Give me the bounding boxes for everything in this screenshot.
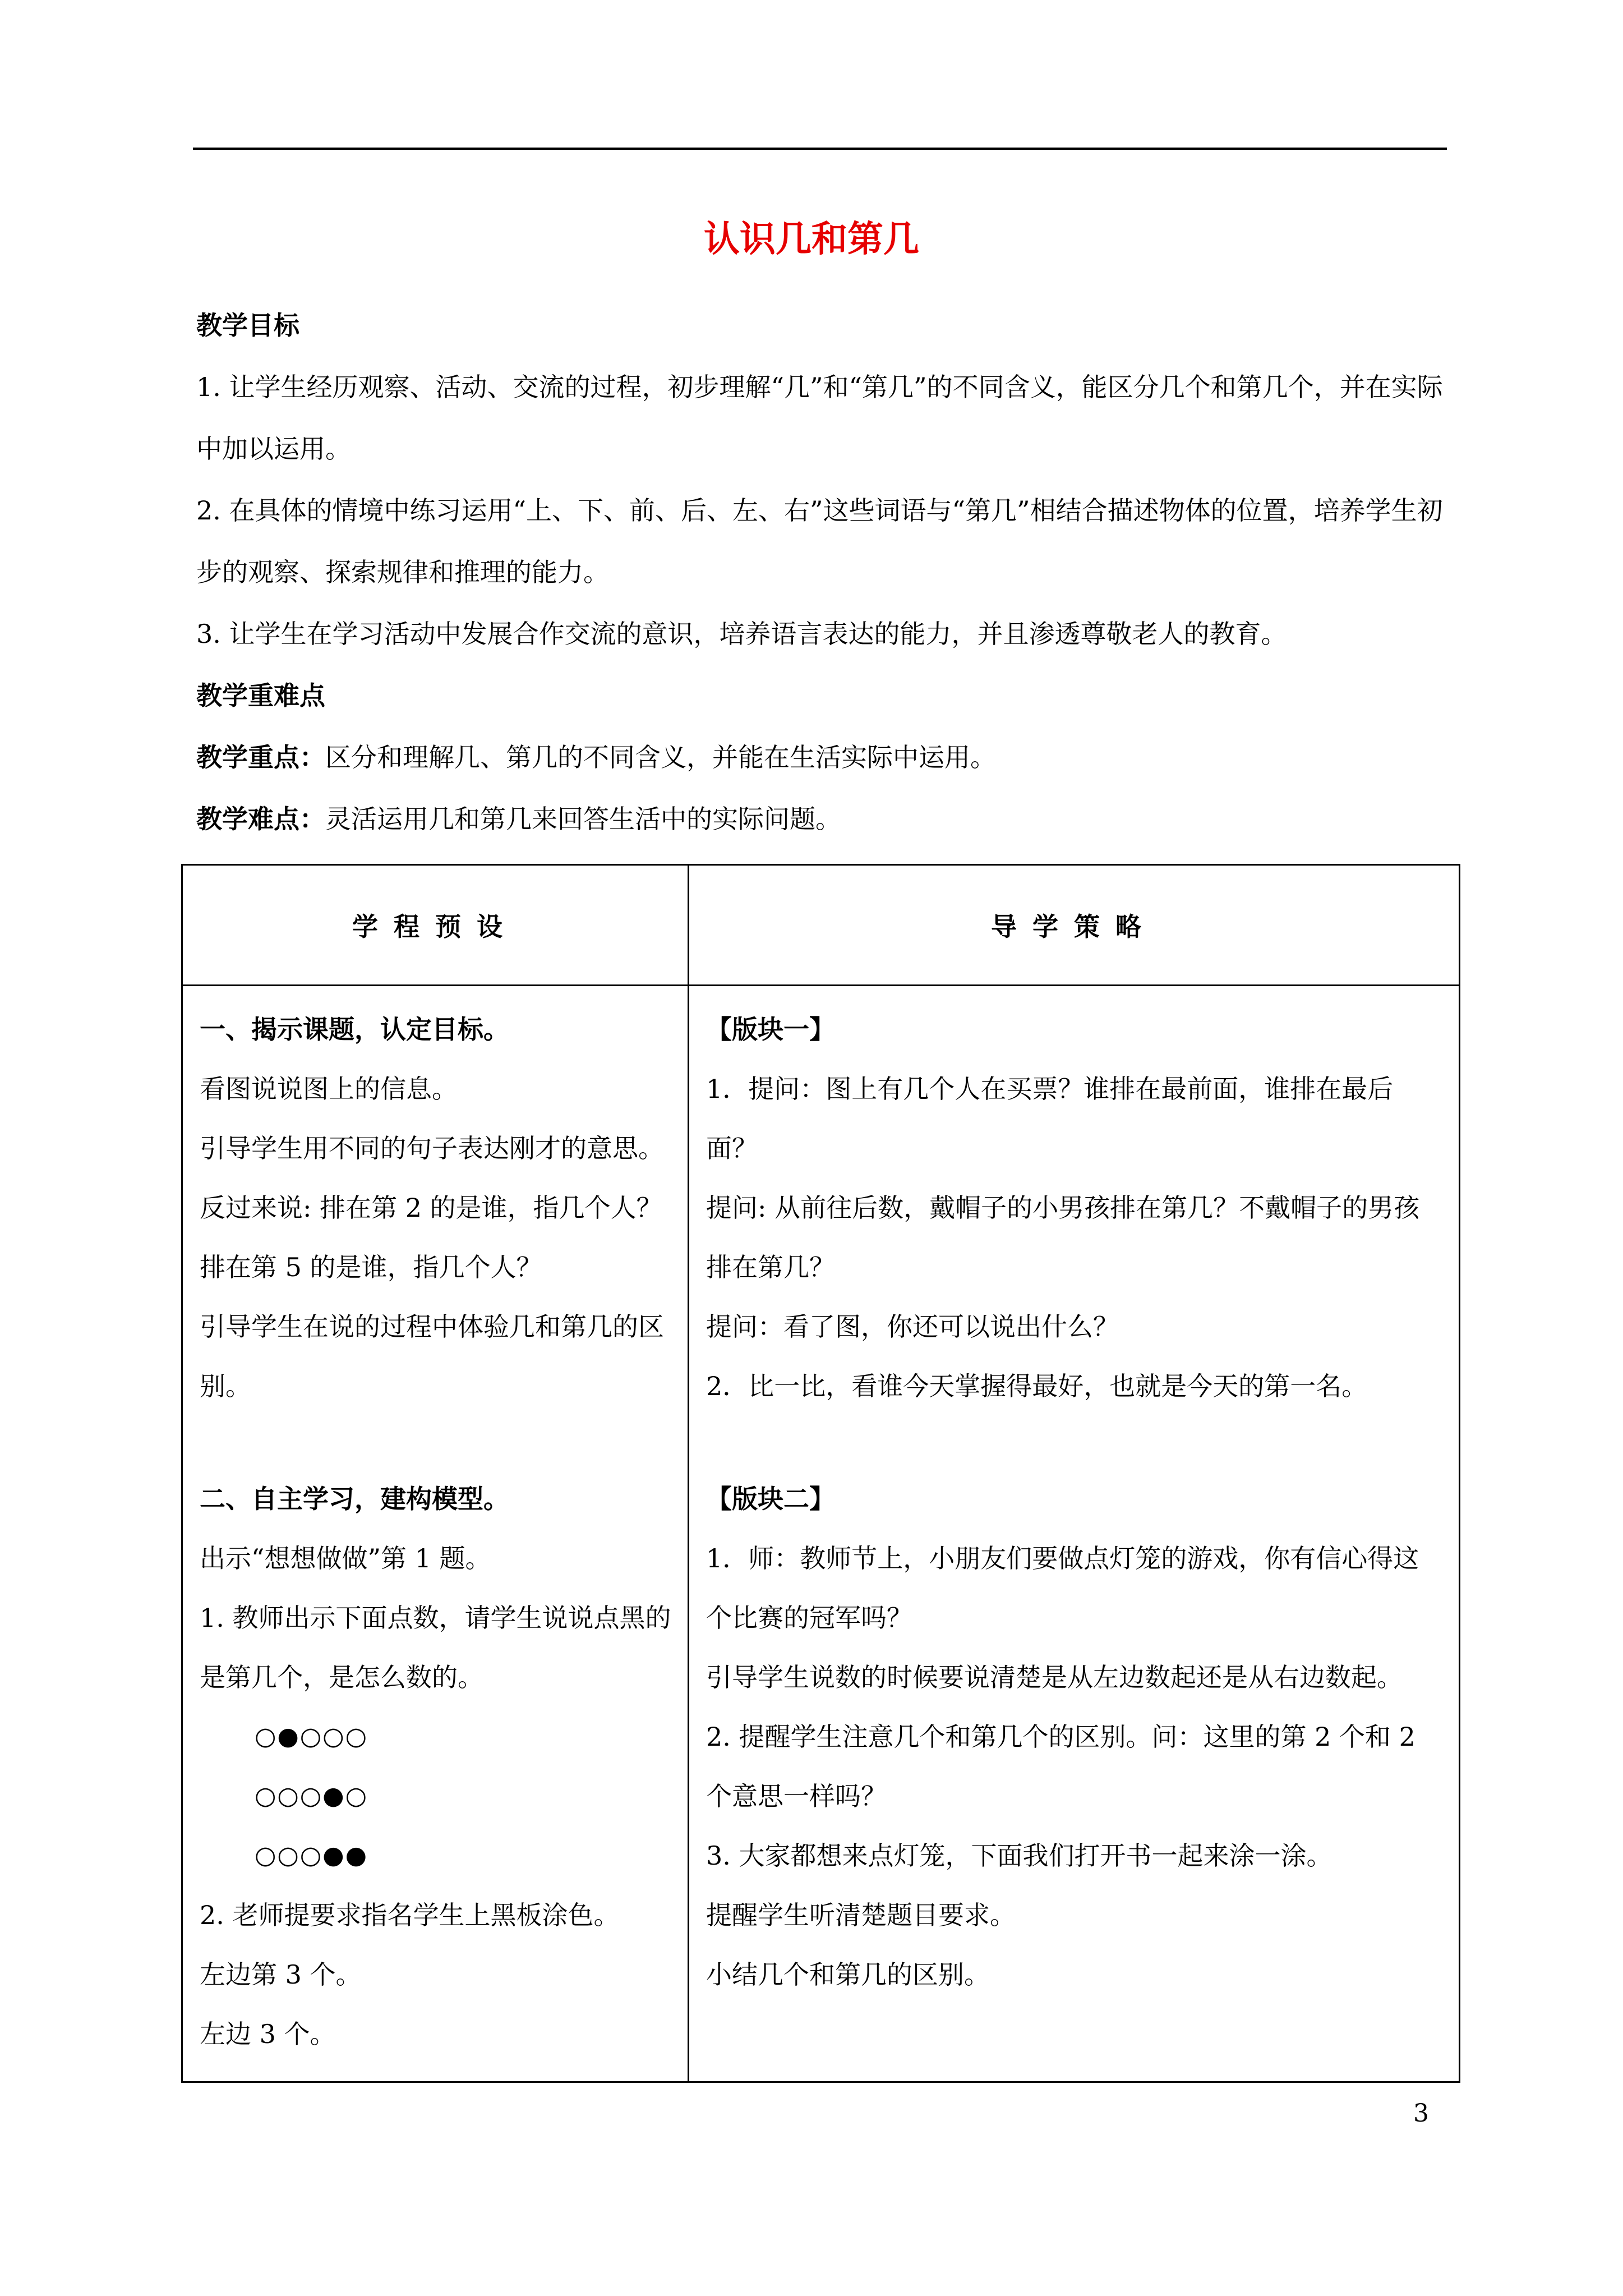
header-cell-strategy: 导学策略 <box>689 865 1460 986</box>
block2-line: 小结几个和第几的区别。 <box>706 1959 990 1990</box>
key-points-heading: 教学重难点 <box>196 680 325 711</box>
section1-title: 一、揭示课题，认定目标。 <box>200 1014 509 1045</box>
lesson-plan-table <box>181 864 1460 2083</box>
header-cell-preset: 学程预设 <box>182 865 689 986</box>
section2-title: 二、自主学习，建构模型。 <box>200 1484 509 1514</box>
objectives-heading: 教学目标 <box>196 310 299 341</box>
table-row <box>182 986 1460 2082</box>
difficulty-text: 灵活运用几和第几来回答生活中的实际问题。 <box>325 804 841 834</box>
spacer <box>706 1416 1443 1469</box>
block2-line: 3. 大家都想来点灯笼，下面我们打开书一起来涂一涂。 <box>706 1841 1332 1871</box>
section2-line: 出示“想想做做”第 1 题。 <box>200 1543 491 1573</box>
section2-line: 2. 老师提要求指名学生上黑板涂色。 <box>200 1900 620 1930</box>
spacer <box>200 1416 672 1469</box>
block2-line: 提醒学生听清楚题目要求。 <box>706 1900 1016 1930</box>
section2-line: 左边 3 个。 <box>200 2019 336 2049</box>
section1-line: 引导学生在说的过程中体验几和第几的区别。 <box>200 1312 664 1401</box>
section2-line: 左边第 3 个。 <box>200 1959 362 1990</box>
block2-line: 引导学生说数的时候要说清楚是从左边数起还是从右边数起。 <box>706 1662 1403 1692</box>
dot-row-3: ○○○●● <box>255 1841 368 1870</box>
block2-line: 1．师：教师节上，小朋友们要做点灯笼的游戏，你有信心得这个比赛的冠军吗？ <box>706 1543 1419 1633</box>
difficulty-label: 教学难点： <box>196 804 325 834</box>
block1-line: 提问：看了图，你还可以说出什么？ <box>706 1312 1119 1342</box>
block2-title: 【版块二】 <box>706 1484 835 1514</box>
page-number: 3 <box>1413 2099 1429 2128</box>
block2-line: 2. 提醒学生注意几个和第几个的区别。问：这里的第 2 个和 2 个意思一样吗？ <box>706 1722 1415 1811</box>
block1-line: 1．提问：图上有几个人在买票？谁排在最前面，谁排在最后面？ <box>706 1074 1394 1163</box>
page-title: 认识几和第几 <box>704 218 919 260</box>
difficulty-line <box>196 788 1453 850</box>
dot-row-2: ○○○●○ <box>255 1782 368 1810</box>
section2-line: 1. 教师出示下面点数，请学生说说点黑的是第几个，是怎么数的。 <box>200 1603 671 1692</box>
objective-item-3: 3. 让学生在学习活动中发展合作交流的意识，培养语言表达的能力，并且渗透尊敬老人的教育。 <box>196 619 1287 649</box>
objectives-section <box>196 295 1453 850</box>
section1-line: 引导学生用不同的句子表达刚才的意思。反过来说: 排在第 2 的是谁，指几个人？排在第 5 的是谁，指几个人？ <box>200 1133 664 1282</box>
right-column-cell <box>689 986 1460 2082</box>
block1-title: 【版块一】 <box>706 1014 835 1045</box>
objective-item-1: 1. 让学生经历观察、活动、交流的过程，初步理解“几”和“第几”的不同含义，能区分几个和第几个，并在实际中加以运用。 <box>196 372 1443 464</box>
table-header-row <box>182 865 1460 986</box>
header-rule <box>193 148 1447 150</box>
focus-label: 教学重点： <box>196 742 325 772</box>
dot-row-1: ○●○○○ <box>255 1722 368 1751</box>
objective-item-2: 2. 在具体的情境中练习运用“上、下、前、后、左、右”这些词语与“第几”相结合描述物体的位置，培养学生初步的观察、探索规律和推理的能力。 <box>196 495 1443 587</box>
left-column-cell <box>182 986 689 2082</box>
block1-line: 提问: 从前往后数，戴帽子的小男孩排在第几？不戴帽子的男孩排在第几？ <box>706 1193 1420 1282</box>
block1-line: 2．比一比，看谁今天掌握得最好，也就是今天的第一名。 <box>706 1371 1368 1401</box>
section1-line: 看图说说图上的信息。 <box>200 1074 458 1104</box>
focus-line <box>196 726 1453 788</box>
focus-text: 区分和理解几、第几的不同含义，并能在生活实际中运用。 <box>325 742 996 772</box>
